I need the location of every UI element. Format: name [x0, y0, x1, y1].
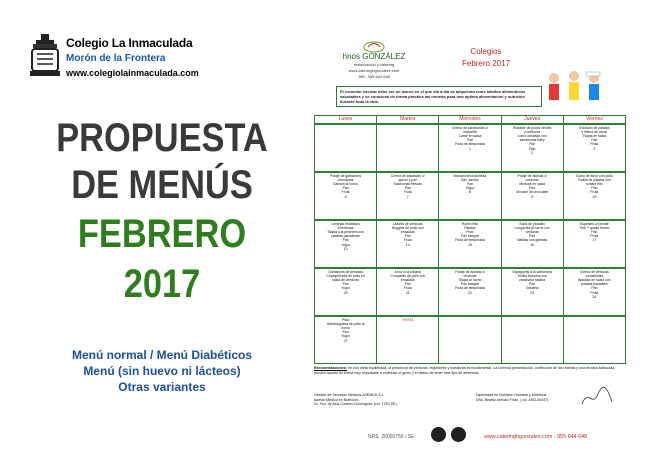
menu-day-number: 21 [405, 290, 410, 295]
day-header-thursday: Jueves [501, 116, 563, 124]
menu-dish: Fruta [403, 238, 412, 243]
menu-dish: Fruta de temporada [455, 142, 485, 147]
menu-day-number: 24 [592, 294, 597, 299]
menu-dish: Pan [591, 186, 598, 191]
menu-day-cell [501, 268, 563, 316]
menu-dish: Crema de calabacín c/ [390, 173, 425, 178]
handwritten-signature [580, 386, 614, 410]
menu-dish: patatas panaderas [331, 234, 360, 239]
menu-day-number: 23 [530, 290, 535, 295]
menu-dish: Natillas con galletas [517, 238, 548, 243]
menu-day-number: 8 [468, 190, 471, 195]
menu-dish: c/verduras [337, 225, 354, 230]
menu-day-number: 27 [343, 338, 348, 343]
menu-dish: Tilapia en salsa [582, 133, 607, 138]
menu-dish: Pan [342, 186, 349, 191]
menu-dish: Fruta [590, 234, 599, 239]
menu-dish: Fruta [590, 142, 599, 147]
certification-badge-icon [451, 427, 466, 442]
menu-dish: Pan [342, 282, 349, 287]
menu-day-cell [439, 268, 501, 316]
signatory-left [314, 393, 464, 407]
menu-day-number: 9 [531, 194, 534, 199]
menu-dish: Yogur [341, 242, 350, 247]
menu-dish: Tortilla de patatas con [577, 177, 611, 182]
menu-body [315, 124, 626, 364]
menu-day-number: 7 [406, 194, 409, 199]
menu-dish: Pan [466, 138, 473, 143]
menu-dish: Lentejas estofadas [331, 221, 360, 226]
menu-day-cell [377, 316, 439, 364]
menu-day-cell [563, 316, 625, 364]
school-name: Colegio La Inmaculada [66, 36, 193, 50]
menu-dish: Potaje de alubias c/ [517, 173, 547, 178]
day-header-wednesday: Miércoles [439, 116, 501, 124]
footer-website: www.cateringhgonzalez.com - 955 644 648 [484, 434, 588, 440]
signatory-left-name: Dr. Fco. de Asís Cordero Domínguez (col. 7753-SE). [314, 402, 398, 407]
school-logo [30, 34, 60, 78]
headline-month: FEBRERO [77, 212, 247, 256]
menu-dish: Pan [591, 138, 598, 143]
menu-dish: Arroz a la cubana [394, 269, 422, 274]
menu-dish: verduras [463, 273, 477, 278]
menu-dish: Garbanzos de pescado [328, 269, 364, 274]
menu-table [314, 115, 626, 364]
menu-dish: ensalada [400, 277, 415, 282]
menu-day-number: 20 [343, 290, 348, 295]
headline-line1: PROPUESTA [56, 116, 268, 160]
day-header-monday: Lunes [315, 116, 377, 124]
menu-day-cell [563, 124, 625, 172]
menu-week-row [315, 220, 626, 268]
headline-year: 2017 [123, 262, 201, 306]
menu-variant-normal: Menú normal / Menú Diabéticos [71, 348, 253, 362]
menu-dish: Guiso de arroz con pollo [575, 173, 613, 178]
menu-dish: Pan [529, 282, 536, 287]
menu-day-cell [315, 124, 377, 172]
menu-day-number: 16 [530, 242, 535, 247]
menu-dish: Pan integral [460, 282, 480, 287]
recommendations [314, 366, 626, 375]
menu-dish: Lomo adobado con [517, 133, 547, 138]
menu-dish: Pan [591, 229, 598, 234]
menu-dish: Longaniza al horno con [514, 225, 550, 230]
menu-day-cell [501, 316, 563, 364]
menu-dish: Merluza en salsa [519, 181, 545, 186]
menu-day-cell [315, 172, 377, 220]
menu-day-cell [315, 316, 377, 364]
menu-dish: Pan [342, 238, 349, 243]
menu-dish: verduras [525, 177, 539, 182]
menu-dish: Salmón al horno [333, 181, 358, 186]
menu-dish: Yogur [465, 186, 475, 191]
recommendations-label: Recomendaciones: [314, 366, 347, 370]
menu-dish: Tilapia a la jardinera con [327, 229, 364, 234]
menu-dish: Fruta [403, 190, 412, 195]
menu-day-cell [563, 172, 625, 220]
caterer-phone: Telf.: 955 644 648 [358, 74, 390, 79]
menu-day-cell [501, 172, 563, 220]
headline-line2: DE MENÚS [71, 163, 253, 207]
menu-day-cell [377, 268, 439, 316]
menu-dish: Lazaña de verduras [392, 221, 423, 226]
menu-dish: Croquetas de pollo con [390, 273, 426, 278]
menu-dish: Pan [529, 186, 536, 191]
menu-dish: Huevo frito [461, 221, 479, 226]
menu-dish: Nuggets de pollo con [391, 225, 424, 230]
menu-day-cell [563, 220, 625, 268]
menu-day-number: 14 [405, 242, 410, 247]
menu-day-cell [439, 220, 501, 268]
menu-dish: Flan [528, 146, 536, 151]
menu-dish: tomate frito [585, 181, 603, 186]
menu-day-cell [377, 220, 439, 268]
menu-dish: Bacalao en salsa con [578, 277, 611, 282]
menu-day-cell [377, 172, 439, 220]
menu-month: Febrero 2017 [461, 59, 511, 68]
menu-dish: Fruta de temporada [455, 286, 485, 291]
day-header-tuesday: Martes [377, 116, 439, 124]
menu-day-number: 15 [467, 242, 472, 247]
menu-day-number: 3 [593, 146, 596, 151]
menu-day-cell [439, 124, 501, 172]
menu-dish: Fruta de temporada [455, 238, 485, 243]
menu-dish: patatas panadera [581, 282, 608, 287]
menu-variant-other: Otras variantes [118, 380, 206, 394]
menu-dish: Potaje de garbanzos [330, 173, 362, 178]
menu-day-number: 1 [468, 146, 471, 151]
menu-dish: Crema de verduras [579, 269, 609, 274]
menu-dish: zanahoria rallada [519, 277, 546, 282]
menu-dish: salsa de verduras [332, 277, 359, 282]
signatory-left-role: Asesor Médico en Nutrición: [314, 397, 359, 402]
recommendations-text: en una dieta equilibrada, la presencia de verduras, legumbres y hortalizas es fundamental. La correcta presentación, confección de las recetas y una técnica adecuada, pueden ayudar de forma muy importante a estimular el gusto y el deseo de tener este tipo de alimentos. [314, 366, 616, 375]
menu-dish: verduras [525, 229, 539, 234]
menu-day-number: 13 [343, 246, 348, 251]
menu-dish: Pan [404, 282, 411, 287]
day-header-friday: Viernes [563, 116, 625, 124]
menu-dish: Pan [529, 234, 536, 239]
menu-dish: Rodaste de pollos verdes [513, 125, 552, 130]
menu-dish: Patatas [464, 225, 476, 230]
menu-dish: Potaje de alubias c/ [455, 269, 485, 274]
menu-dish: ensalada [400, 229, 415, 234]
menu-dish: y cerdozos [523, 129, 541, 134]
menu-dish: Crema de zanahorias c/ [451, 125, 488, 130]
chefs-illustration [540, 68, 610, 114]
menu-week-row [315, 268, 626, 316]
caterer-name: hnos GONZÁLEZ [342, 52, 406, 61]
menu-dish: Sopa de picadillo [519, 221, 546, 226]
menu-week-row [315, 316, 626, 364]
intro-text: El comedor escolar debe ser un marco en el que día a día se adquieran unos hábitos alimenticios saludables y se conozcan de forma práctica las normas para una óptima alimentación y nutrición durante toda la vida. [336, 86, 542, 107]
menu-dish: Pan [466, 181, 473, 186]
menu-header-row [315, 116, 626, 124]
menu-dish: Pan integral [460, 234, 480, 239]
menu-dish: York + queso fresco [579, 225, 610, 230]
menu-title: Colegios [470, 47, 502, 56]
menu-day-number: 10 [592, 194, 597, 199]
menu-dish: Salchichas frescas [393, 181, 422, 186]
menu-dish: Fruta [590, 190, 599, 195]
menu-dish: Tortilla francesa con [517, 273, 548, 278]
menu-dish: Espaguetis a la carbonara [512, 269, 552, 274]
certification-badge-icon [431, 427, 446, 442]
menu-dish: Yogur [341, 286, 350, 291]
menu-dish: Yogur [341, 334, 350, 339]
menu-dish: Champiñones de pollo en [326, 273, 365, 278]
menu-day-cell [439, 316, 501, 364]
menu-day-number: 6 [344, 194, 347, 199]
menu-day-number: 17 [592, 238, 597, 243]
menu-dish: Pan [404, 234, 411, 239]
menu-day-cell [315, 268, 377, 316]
menu-dish: Gelatina [525, 286, 539, 291]
footer-nrs: NRS. 26000755 / SE [368, 434, 415, 440]
menu-dish: maravilla [463, 129, 477, 134]
menu-dish: Pan [529, 142, 536, 147]
menu-week-row [315, 172, 626, 220]
menu-dish: Fruta [590, 290, 599, 295]
menu-dish: horno [341, 325, 350, 330]
menu-dish: Espirales c/ tomate [579, 221, 609, 226]
menu-dish: queso y pan [398, 177, 418, 182]
signatory-right-name: Dña. Beatriz Arévalo Frías. ( col. AND-00347) [476, 397, 549, 402]
menu-dish: Pisto [341, 317, 350, 322]
menu-dish: Fruta [341, 190, 350, 195]
menu-dish: zanahorias baby [519, 138, 545, 143]
menu-dish: Hamburguesa de pollo al [326, 321, 365, 326]
menu-day-cell [315, 220, 377, 268]
menu-day-cell [439, 172, 501, 220]
menu-dish: Pisto [466, 229, 474, 234]
menu-dish: y fideos de cerdo [581, 129, 608, 134]
menu-dish: FIESTA [401, 317, 414, 322]
caterer-subtitle: restauración y catering [353, 62, 395, 67]
menu-dish: Fruta [403, 286, 412, 291]
menu-dish: c/verduras [337, 177, 354, 182]
school-town: Morón de la Frontera [66, 53, 166, 64]
menu-dish: c/picatostes [585, 273, 604, 278]
signatory-right-role: Diplomada en Nutrición Humana y Dietética: [476, 393, 547, 397]
menu-day-cell [501, 220, 563, 268]
school-website: www.colegiolainmaculada.com [66, 68, 199, 78]
menu-dish: Pan [591, 286, 598, 291]
menu-day-number: 2 [531, 150, 534, 155]
menu-dish: San Jacobo [461, 177, 479, 182]
menu-dish: Pan [404, 186, 411, 191]
menu-dish: Pan [342, 330, 349, 335]
menu-day-cell [501, 124, 563, 172]
menu-week-row [315, 124, 626, 172]
menu-dish: Tilapia al horno [458, 277, 482, 282]
menu-day-cell [563, 268, 625, 316]
menu-day-cell [377, 124, 439, 172]
menu-dish: Estofado de patatas [579, 125, 610, 130]
menu-dish: Mousse de chocolate [516, 190, 549, 195]
menu-dish: Macarrones boloñesa [453, 173, 487, 178]
caterer-website: www.cateringhgonzalez.com [348, 68, 400, 73]
signatory-left-company: Gestión de Servicios Médicos ASEMED S.L. [314, 393, 385, 397]
menu-variant-no-egg-dairy: Menú (sin huevo ni lácteos) [83, 364, 241, 378]
menu-day-number: 22 [467, 290, 472, 295]
menu-dish: Carne en salsa [458, 133, 482, 138]
